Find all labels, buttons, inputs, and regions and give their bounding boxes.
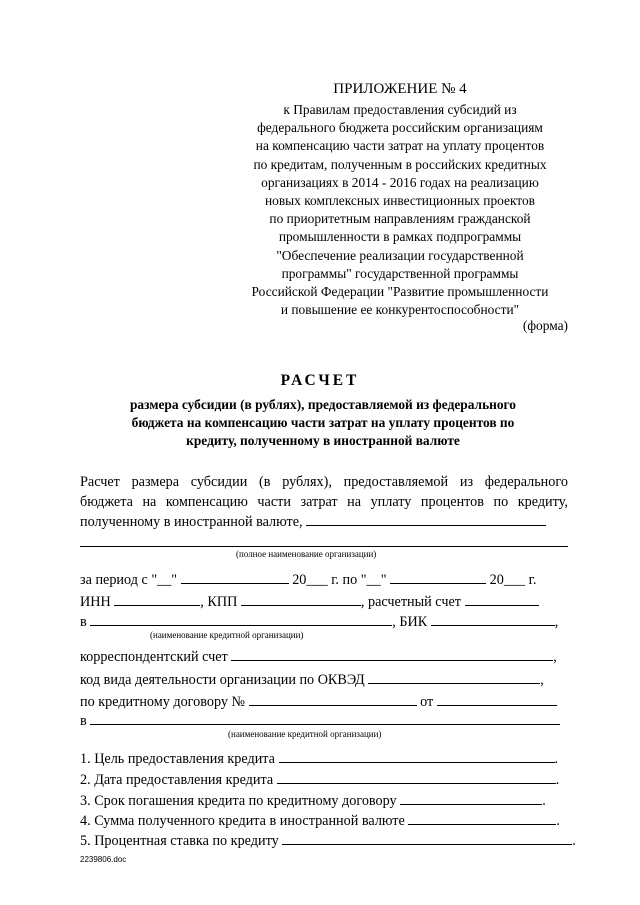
- bik-field[interactable]: [431, 613, 555, 626]
- corr-account-comma: ,: [553, 649, 557, 665]
- bik-comma: ,: [554, 614, 559, 630]
- org-name-field[interactable]: [306, 513, 546, 526]
- intro-word: уплату: [370, 494, 412, 510]
- document-title: РАСЧЕТ: [280, 372, 360, 389]
- item-field[interactable]: [408, 812, 556, 825]
- appendix-block: [220, 80, 580, 319]
- corr-account-label: корреспондентский счет: [80, 649, 228, 665]
- kpp-label: , КПП: [200, 594, 238, 610]
- item-field[interactable]: [279, 750, 555, 763]
- appendix-line: и повышение ее конкурентоспособности": [280, 302, 520, 318]
- item-field[interactable]: [277, 771, 556, 784]
- bank-name-field-2[interactable]: [90, 712, 560, 725]
- bank-name-field[interactable]: [90, 613, 392, 626]
- item-row: [80, 750, 558, 768]
- kpp-field[interactable]: [241, 593, 361, 606]
- item-label: 3. Срок погашения кредита по кредитному договору: [80, 793, 397, 809]
- appendix-line: на компенсацию части затрат на уплату процентов: [255, 138, 545, 154]
- appendix-line: по приоритетным направлениям гражданской: [269, 211, 531, 227]
- period-from-label: за период с "__": [80, 572, 178, 588]
- item-end: .: [542, 793, 546, 809]
- appendix-title: ПРИЛОЖЕНИЕ № 4: [333, 81, 467, 97]
- subtitle-line: бюджета на компенсацию части затрат на уплату процентов по: [131, 415, 515, 430]
- item-row: [80, 832, 576, 850]
- intro-line-3: [80, 512, 568, 532]
- corr-account-field[interactable]: [231, 648, 553, 661]
- intro-line-3-text: полученному в иностранной валюте,: [80, 514, 303, 530]
- item-field[interactable]: [400, 792, 542, 805]
- bank-bik-row: [80, 613, 558, 631]
- appendix-line: федерального бюджета российским организациям: [257, 120, 543, 136]
- credit-agreement-date-field[interactable]: [437, 693, 557, 706]
- okved-row: [80, 671, 544, 689]
- intro-word: на: [142, 494, 157, 510]
- item-row: [80, 792, 546, 810]
- intro-word: затрат: [300, 494, 338, 510]
- bank-row-2: [80, 712, 560, 730]
- intro-word: процентов: [420, 494, 484, 510]
- intro-word: по: [493, 494, 509, 510]
- inn-label: ИНН: [80, 594, 111, 610]
- org-name-caption: (полное наименование организации): [236, 549, 377, 559]
- bank-label: в: [80, 614, 87, 630]
- item-end: .: [572, 833, 576, 849]
- intro-word: бюджета: [80, 494, 133, 510]
- settlement-account-label: , расчетный счет: [360, 594, 461, 610]
- period-row: [80, 571, 536, 589]
- okved-comma: ,: [540, 672, 544, 688]
- item-end: .: [556, 813, 560, 829]
- okved-label: код вида деятельности организации по ОКВЭД: [80, 672, 365, 688]
- settlement-account-field[interactable]: [465, 593, 539, 606]
- inn-kpp-row: [80, 593, 539, 611]
- appendix-line: к Правилам предоставления субсидий из: [283, 102, 517, 117]
- item-field[interactable]: [282, 832, 572, 845]
- form-note: (форма): [522, 318, 568, 333]
- item-label: 4. Сумма полученного кредита в иностранной валюте: [80, 813, 405, 829]
- bik-label: , БИК: [392, 614, 428, 630]
- intro-word: рублях),: [282, 474, 332, 490]
- intro-word: федерального: [484, 474, 568, 490]
- item-end: .: [555, 772, 560, 788]
- intro-paragraph: [80, 472, 568, 532]
- period-year-label-2: 20___ г.: [489, 572, 537, 588]
- intro-word: кредиту,: [517, 494, 568, 510]
- intro-word: Расчет: [80, 474, 120, 490]
- appendix-line: Российской Федерации "Развитие промышленности: [251, 284, 549, 300]
- item-label: 1. Цель предоставления кредита: [80, 751, 275, 767]
- item-end: .: [554, 751, 559, 767]
- appendix-line: промышленности в рамках подпрограммы: [278, 229, 522, 245]
- credit-org-caption-1: (наименование кредитной организации): [150, 630, 304, 640]
- footer-filename: 2239806.doc: [80, 855, 127, 864]
- appendix-line: программы" государственной программы: [281, 265, 519, 281]
- intro-word: компенсацию: [165, 494, 248, 510]
- appendix-line: новых комплексных инвестиционных проектов: [265, 193, 535, 209]
- subtitle-line: размера субсидии (в рублях), предоставляемой из федерального: [129, 397, 516, 412]
- document-subtitle: [80, 396, 566, 450]
- intro-word: на: [347, 494, 362, 510]
- inn-field[interactable]: [114, 593, 200, 606]
- intro-word: предоставляемой: [343, 474, 449, 490]
- period-from-field[interactable]: [181, 571, 289, 584]
- corr-account-row: [80, 648, 557, 666]
- intro-word: субсидии: [190, 474, 248, 490]
- appendix-line: "Обеспечение реализации государственной: [276, 247, 524, 263]
- credit-org-caption-2: (наименование кредитной организации): [228, 729, 382, 739]
- period-to-field[interactable]: [390, 571, 486, 584]
- appendix-line: по кредитам, полученным в российских кредитных: [253, 156, 547, 172]
- intro-word: из: [459, 474, 474, 490]
- item-row: [80, 771, 559, 789]
- from-label: от: [420, 694, 434, 710]
- credit-agreement-number-field[interactable]: [249, 693, 417, 706]
- period-year-label-1: 20___ г. по "__": [292, 572, 387, 588]
- intro-line-1: [80, 472, 568, 492]
- item-label: 2. Дата предоставления кредита: [80, 772, 274, 788]
- org-name-line[interactable]: [80, 546, 568, 547]
- intro-word: части: [257, 494, 291, 510]
- credit-agreement-label: по кредитному договору №: [80, 694, 246, 710]
- bank-label-2: в: [80, 713, 87, 729]
- intro-line-2: [80, 492, 568, 512]
- intro-word: (в: [259, 474, 271, 490]
- item-label: 5. Процентная ставка по кредиту: [80, 833, 279, 849]
- credit-agreement-row: [80, 693, 557, 711]
- okved-field[interactable]: [368, 671, 540, 684]
- appendix-text: [220, 101, 580, 319]
- intro-word: размера: [131, 474, 180, 490]
- item-row: [80, 812, 560, 830]
- appendix-line: организациях в 2014 - 2016 годах на реализацию: [261, 174, 539, 190]
- subtitle-line: кредиту, полученному в иностранной валюте: [186, 433, 460, 448]
